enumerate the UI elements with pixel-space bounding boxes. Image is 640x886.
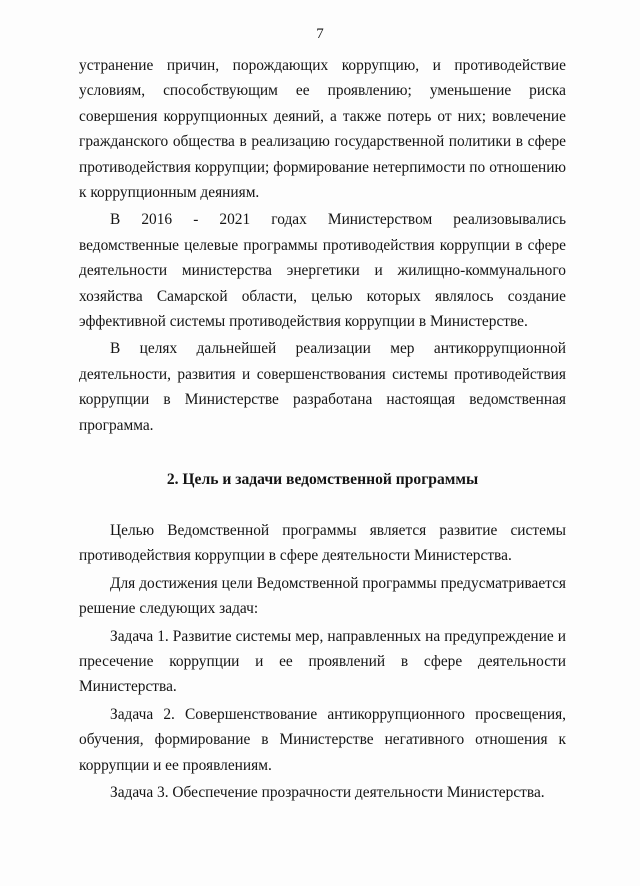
section-2-body [79, 518, 566, 805]
task-2: Задача 2. Совершенствование антикоррупционного просвещения, обучения, формирование в Министерстве негативного отношения к коррупции и ее проявлениям. [79, 705, 566, 774]
paragraph-goal: Целью Ведомственной программы является развитие системы противодействия коррупции в сфере деятельности Министерства. [79, 522, 566, 565]
section-2-heading-block [79, 467, 566, 492]
paragraph-aim: В целях дальнейшей реализации мер антикоррупционной деятельности, развития и совершенствования системы противодействия коррупции в Министерстве разработана настоящая ведомственная программа. [79, 340, 566, 434]
paragraph-continuation: устранение причин, порождающих коррупцию, и противодействие условиям, способствующим ее проявлению; уменьшение риска совершения коррупционных деяний, а также потерь от них; вовлечение гражданского общества в реализацию государственной политики в сфере противодействия коррупции; формирование нетерпимости по отношению к коррупционным деяниям. [79, 57, 566, 202]
paragraph-tasks-intro: Для достижения цели Ведомственной программы предусматривается решение следующих задач: [79, 574, 566, 618]
section-1-body [79, 53, 566, 438]
paragraph-2016-2021: В 2016 - 2021 годах Министерством реализовывались ведомственные целевые программы противодействия коррупции в сфере деятельности министерства энергетики и жилищно-коммунального хозяйства Самарской области, целью которых являлось создание эффективной системы противодействия коррупции в Министерстве. [79, 211, 566, 331]
task-1: Задача 1. Развитие системы мер, направленных на предупреждение и пресечение коррупции и ее проявлений в сфере деятельности Министерства. [79, 627, 566, 696]
task-3: Задача 3. Обеспечение прозрачности деятельности Министерства. [110, 784, 545, 802]
section-heading: 2. Цель и задачи ведомственной программы [166, 471, 479, 488]
page-number: 7 [316, 26, 324, 42]
